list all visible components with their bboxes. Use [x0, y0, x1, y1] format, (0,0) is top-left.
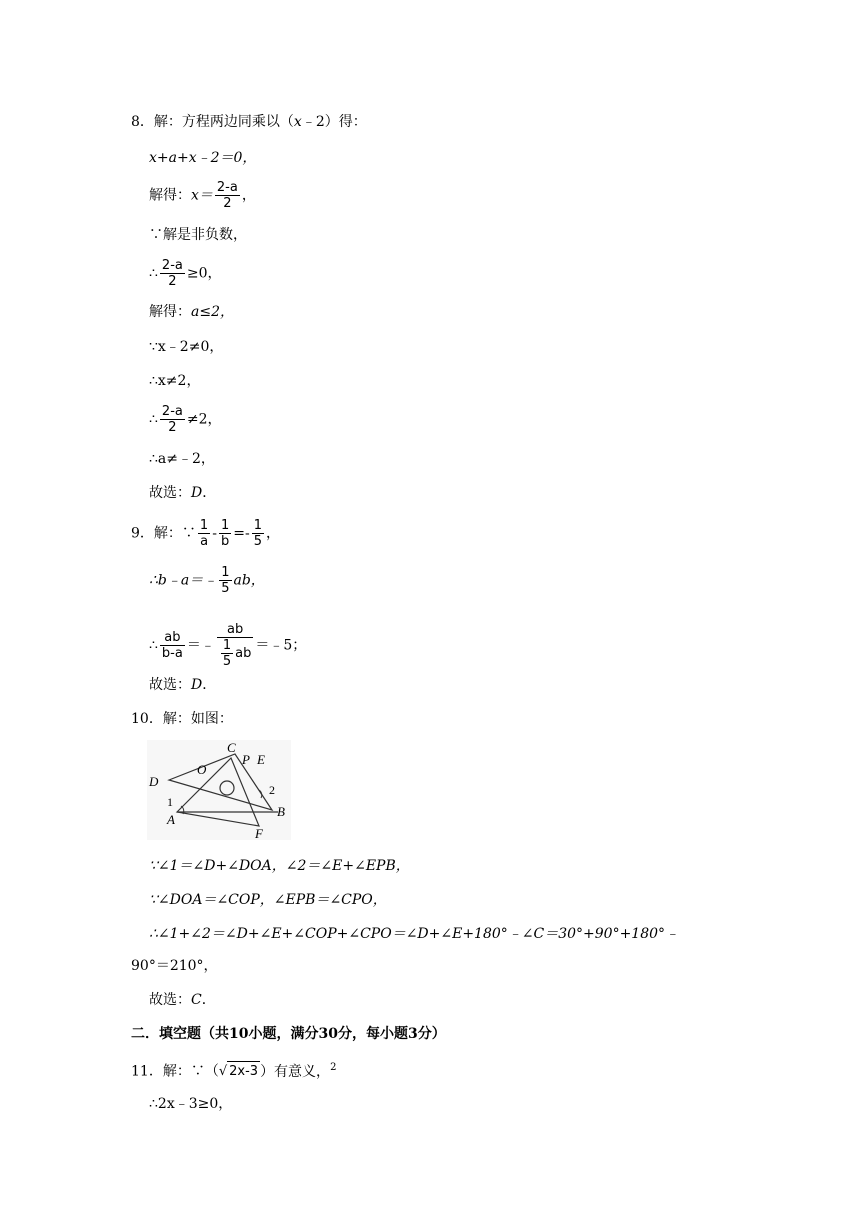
- q9-head: 9．解：∵ $\frac{1}{a}$ - $\frac{1}{b}$ =- $\frac{1}{5}$ ，: [131, 518, 280, 549]
- q11-head: 11．解：∵（√ 2x-3 ）有意义，$^2$: [131, 1058, 336, 1082]
- label-P: P: [242, 752, 250, 767]
- label-B: B: [277, 804, 285, 819]
- q8-because2: ∵x﹣2≠0，: [149, 339, 224, 355]
- q10-line3: ∴∠1+∠2＝∠D+∠E+∠COP+∠CPO＝∠D+∠E+180°﹣∠C＝30°+90°+180°﹣: [149, 926, 680, 942]
- q8-therefore4: ∴a≠﹣2，: [149, 451, 215, 467]
- q8-therefore1: ∴ $\frac{2-a}{2}$ ≥0，: [149, 258, 222, 289]
- label-E: E: [257, 752, 265, 767]
- label-O: O: [197, 762, 207, 777]
- label-2: 2: [269, 783, 275, 797]
- q8-because1: ∵解是非负数，: [149, 227, 247, 243]
- label-C: C: [227, 740, 236, 755]
- exponent: 2: [330, 1062, 337, 1073]
- square-root: √ 2x-3: [219, 1061, 260, 1082]
- q9-answer: 故选：D．: [149, 677, 217, 693]
- q9-line3: ∴ $\frac{ab}{b-a}$ ＝﹣ ab $\frac{1}{5}$ ab ＝﹣5；: [149, 622, 307, 669]
- fraction: $\frac{1}{b}$: [220, 518, 230, 549]
- fraction: $\frac{1}{5}$: [253, 518, 262, 549]
- section-title: 二．填空题（共10小题，满分30分，每小题3分）: [131, 1026, 446, 1042]
- q8-head: 8．解：方程两边同乘以（x﹣2）得：: [131, 114, 367, 130]
- q8-eq1: x+a+x﹣2＝0，: [149, 150, 257, 166]
- q8-step1: 解得：x＝ $\frac{2-a}{2}$ ，: [149, 180, 256, 211]
- label-A: A: [167, 812, 175, 827]
- q10-line4: 90°＝210°，: [131, 958, 218, 974]
- fraction: $\frac{2-a}{2}$: [161, 258, 183, 289]
- q10-answer: 故选：C．: [149, 992, 216, 1008]
- geometry-figure: [147, 740, 291, 840]
- q10-line2: ∵∠DOA＝∠COP，∠EPB＝∠CPO，: [149, 892, 387, 908]
- q11-line2: ∴2x﹣3≥0，: [149, 1096, 233, 1112]
- complex-fraction: ab $\frac{1}{5}$ ab: [217, 622, 254, 669]
- q8-step2: 解得：a≤2，: [149, 304, 234, 320]
- fraction: $\frac{1}{5}$: [221, 565, 230, 596]
- fraction: $\frac{1}{a}$: [199, 518, 209, 549]
- label-F: F: [255, 826, 263, 840]
- q9-line2: ∴b﹣a＝﹣ $\frac{1}{5}$ ab，: [149, 565, 265, 596]
- fraction: $\frac{2-a}{2}$: [161, 404, 183, 435]
- fraction: $\frac{ab}{b-a}$: [161, 630, 183, 661]
- label-1: 1: [167, 795, 173, 809]
- label-D: D: [149, 774, 159, 789]
- q8-therefore3: ∴ $\frac{2-a}{2}$ ≠2，: [149, 404, 222, 435]
- q8-therefore2: ∴x≠2，: [149, 373, 201, 389]
- q8-answer: 故选：D．: [149, 485, 217, 501]
- fraction: $\frac{2-a}{2}$: [216, 180, 238, 211]
- q10-line1: ∵∠1＝∠D+∠DOA，∠2＝∠E+∠EPB，: [149, 858, 410, 874]
- q10-head: 10．解：如图：: [131, 711, 233, 727]
